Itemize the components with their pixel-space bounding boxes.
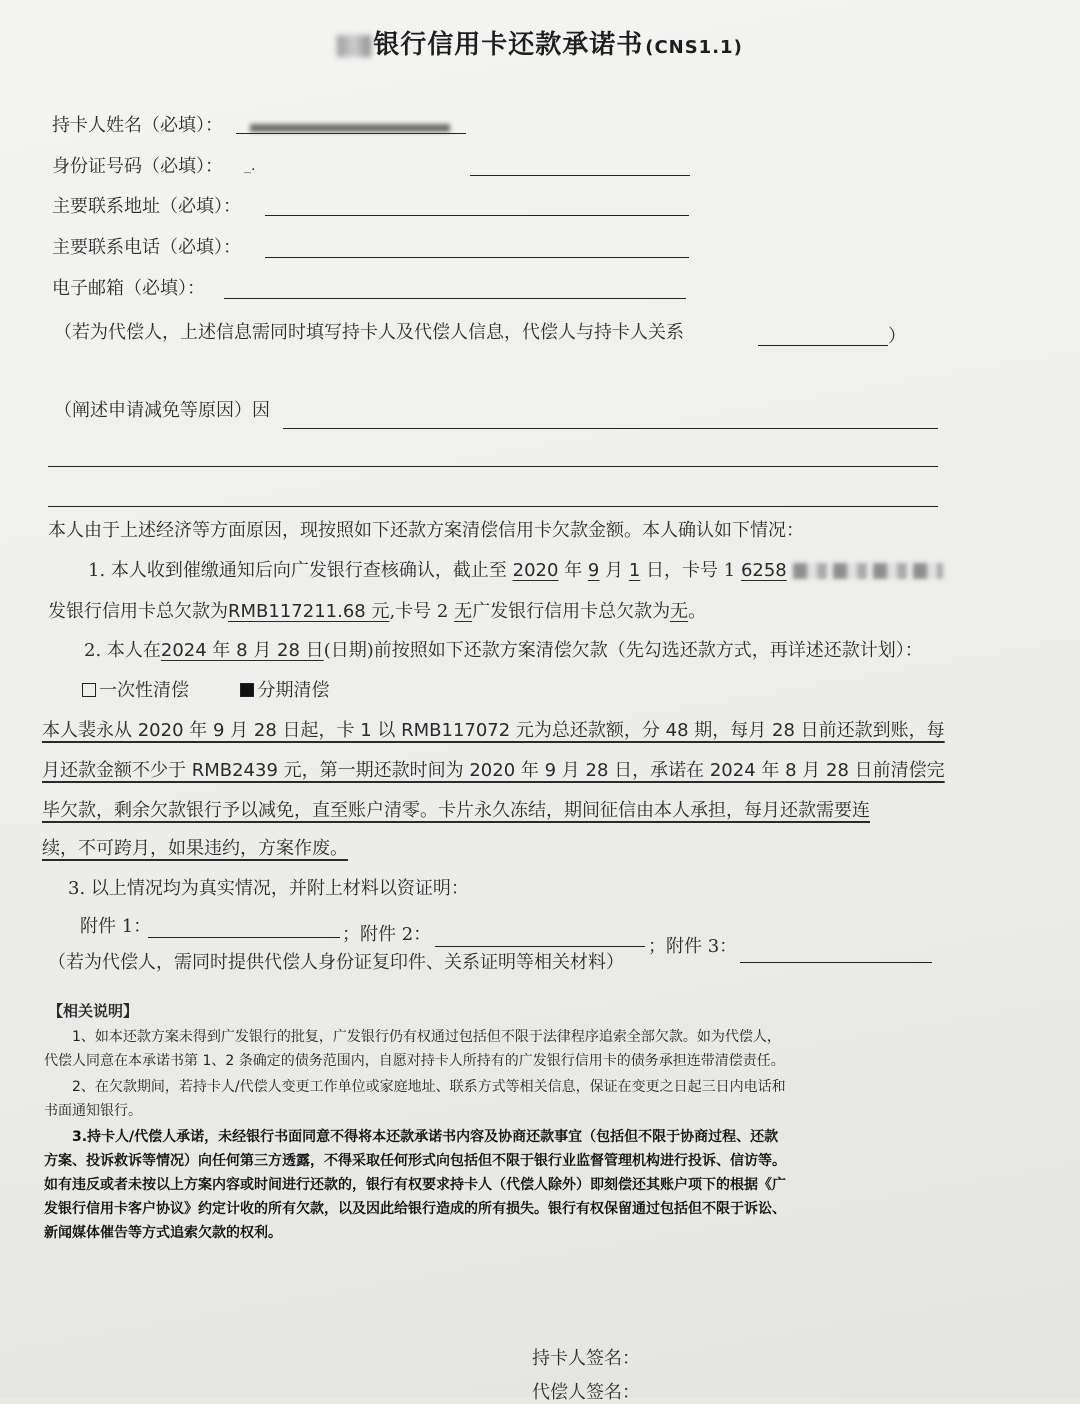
field-name-label: 持卡人姓名（必填）： [52,115,223,136]
redacted-name [250,124,450,132]
item1-line1 [88,556,943,582]
proxy-note: （若为代偿人，上述信息需同时填写持卡人及代偿人信息，代偿人与持卡人关系 [54,322,684,343]
field-phone-label: 主要联系电话（必填）： [52,237,241,258]
item2-date: 2024 年 8 月 28 日 [160,640,324,661]
field-id-line[interactable] [470,175,690,176]
statement-intro: 本人由于上述经济等方面原因，现按照如下还款方案清偿信用卡欠款金额。本人确认如下情况： [48,520,804,541]
attachment-2-label: ；附件 2： [342,924,432,945]
note-bold-line-4: 发银行信用卡客户协议》约定计收的所有欠款，以及因此给银行造成的所有损失。银行有权保留通过包括但不限于诉讼、 [44,1201,786,1217]
document-title [0,24,1080,61]
redacted-bank-name [337,30,373,60]
note-line-1: 1、如本还款方案未得到广发银行的批复，广发银行仍有权通过包括但不限于法律程序追索全部欠款。如为代偿人， [72,1029,781,1045]
item3: 3. 以上情况均为真实情况，并附上材料以资证明： [68,878,469,899]
notes-header: 【相关说明】 [48,1002,139,1020]
item1-card2-label: ,卡号 2 [389,601,449,622]
field-name-line[interactable] [236,133,466,134]
item1-year: 2020 [512,560,559,581]
plan-line-1: 本人裴永从 2020 年 9 月 28 日起，卡 1 以 RMB117072 元为总还款额，分 48 期，每月 28 日前还款到账，每 [42,720,945,741]
option-installment[interactable] [240,680,329,701]
field-phone-line[interactable] [265,257,689,258]
attachment-3-line[interactable] [740,962,932,963]
attachment-1-line[interactable] [148,937,340,938]
field-email-label: 电子邮箱（必填）： [52,278,205,299]
item1-total-label: 发银行信用卡总欠款为 [48,601,228,622]
attachment-3-label: ；附件 3： [648,936,738,957]
redacted-card-number [793,563,943,579]
item1-card1: 6258 [740,560,787,581]
item1-year-unit: 年 [564,560,583,581]
item2-line1 [84,636,923,662]
item1-card2-total-label: 广发银行信用卡总欠款为 [472,601,671,622]
note-line-4: 书面通知银行。 [44,1103,142,1119]
field-address-line[interactable] [265,215,689,216]
field-id-prefix: _. [244,158,256,174]
title-code: (CNS1.1) [645,37,743,58]
item1-prefix: 1. 本人收到催缴通知后向广发银行查核确认，截止至 [88,560,507,581]
item1-line2 [48,597,706,623]
field-id-label: 身份证号码（必填）： [52,156,223,177]
option-lump-sum-label: 一次性清偿 [99,680,189,701]
reason-line-1[interactable] [283,428,938,429]
reason-line-2[interactable] [48,466,938,467]
item1-card2-total: 无 [670,601,689,622]
option-lump-sum[interactable] [82,680,189,701]
note-line-2: 代偿人同意在本承诺书第 1、2 条确定的债务范围内，自愿对持卡人所持有的广发银行信用卡的债务承担连带清偿责任。 [44,1053,785,1069]
attachment-1-label: 附件 1： [80,916,152,937]
plan-line-4: 续，不可跨月，如果违约，方案作废。 [42,838,348,859]
plan-line-2: 月还款金额不少于 RMB2439 元，第一期还款时间为 2020 年 9 月 28 日，承诺在 2024 年 8 月 28 日前清偿完 [42,760,945,781]
relationship-line[interactable] [758,345,888,346]
item1-month-unit: 月 [605,560,624,581]
plan-line-3: 毕欠款，剩余欠款银行予以减免，直至账户清零。卡片永久冻结，期间征信由本人承担，每月还款需要连 [42,800,870,821]
note-line-3: 2、在欠款期间，若持卡人/代偿人变更工作单位或家庭地址、联系方式等相关信息，保证在变更之日起三日内电话和 [72,1079,786,1095]
attachment-note: （若为代偿人，需同时提供代偿人身份证复印件、关系证明等相关材料） [48,952,624,973]
item2-prefix: 2. 本人在 [84,640,161,661]
checkbox-empty-icon[interactable] [82,683,96,697]
item1-day-unit: 日，卡号 1 [646,560,736,581]
proxy-signature-label: 代偿人签名： [532,1382,640,1403]
reason-label: （阐述申请减免等原因）因 [54,400,270,421]
holder-signature-label: 持卡人签名： [532,1348,640,1369]
note-bold-line-5: 新闻媒体催告等方式追索欠款的权利。 [44,1225,282,1241]
proxy-note-close: ） [888,326,906,347]
payment-options [82,676,329,702]
checkbox-filled-icon[interactable] [240,683,254,697]
field-email-line[interactable] [224,298,686,299]
note-bold-line-2: 方案、投诉救诉等情况）向任何第三方透露，不得采取任何形式向包括但不限于银行业监督管理机构进行投诉、信访等。 [44,1153,786,1169]
reason-line-3[interactable] [48,506,938,507]
option-installment-label: 分期清偿 [257,680,330,701]
item1-month: 9 [587,560,600,581]
field-address-label: 主要联系地址（必填）： [52,196,241,217]
item1-card2-value: 无 [454,601,473,622]
item1-end: 。 [688,601,707,622]
item2-suffix: (日期)前按照如下还款方案清偿欠款（先勾选还款方式，再详述还款计划）： [323,640,923,661]
note-bold-line-1: 3.持卡人/代偿人承诺，未经银行书面同意不得将本还款承诺书内容及协商还款事宜（包括但不限于协商过程、还款 [72,1129,779,1145]
title-text: 银行信用卡还款承诺书 [373,30,644,60]
item1-amount: RMB117211.68 元 [228,601,390,622]
item1-day: 1 [628,560,641,581]
attachment-2-line[interactable] [435,946,645,947]
note-bold-line-3: 如有违反或者未按以上方案内容或时间进行还款的，银行有权要求持卡人（代偿人除外）即刻偿还其账户项下的根据《广 [44,1177,786,1193]
